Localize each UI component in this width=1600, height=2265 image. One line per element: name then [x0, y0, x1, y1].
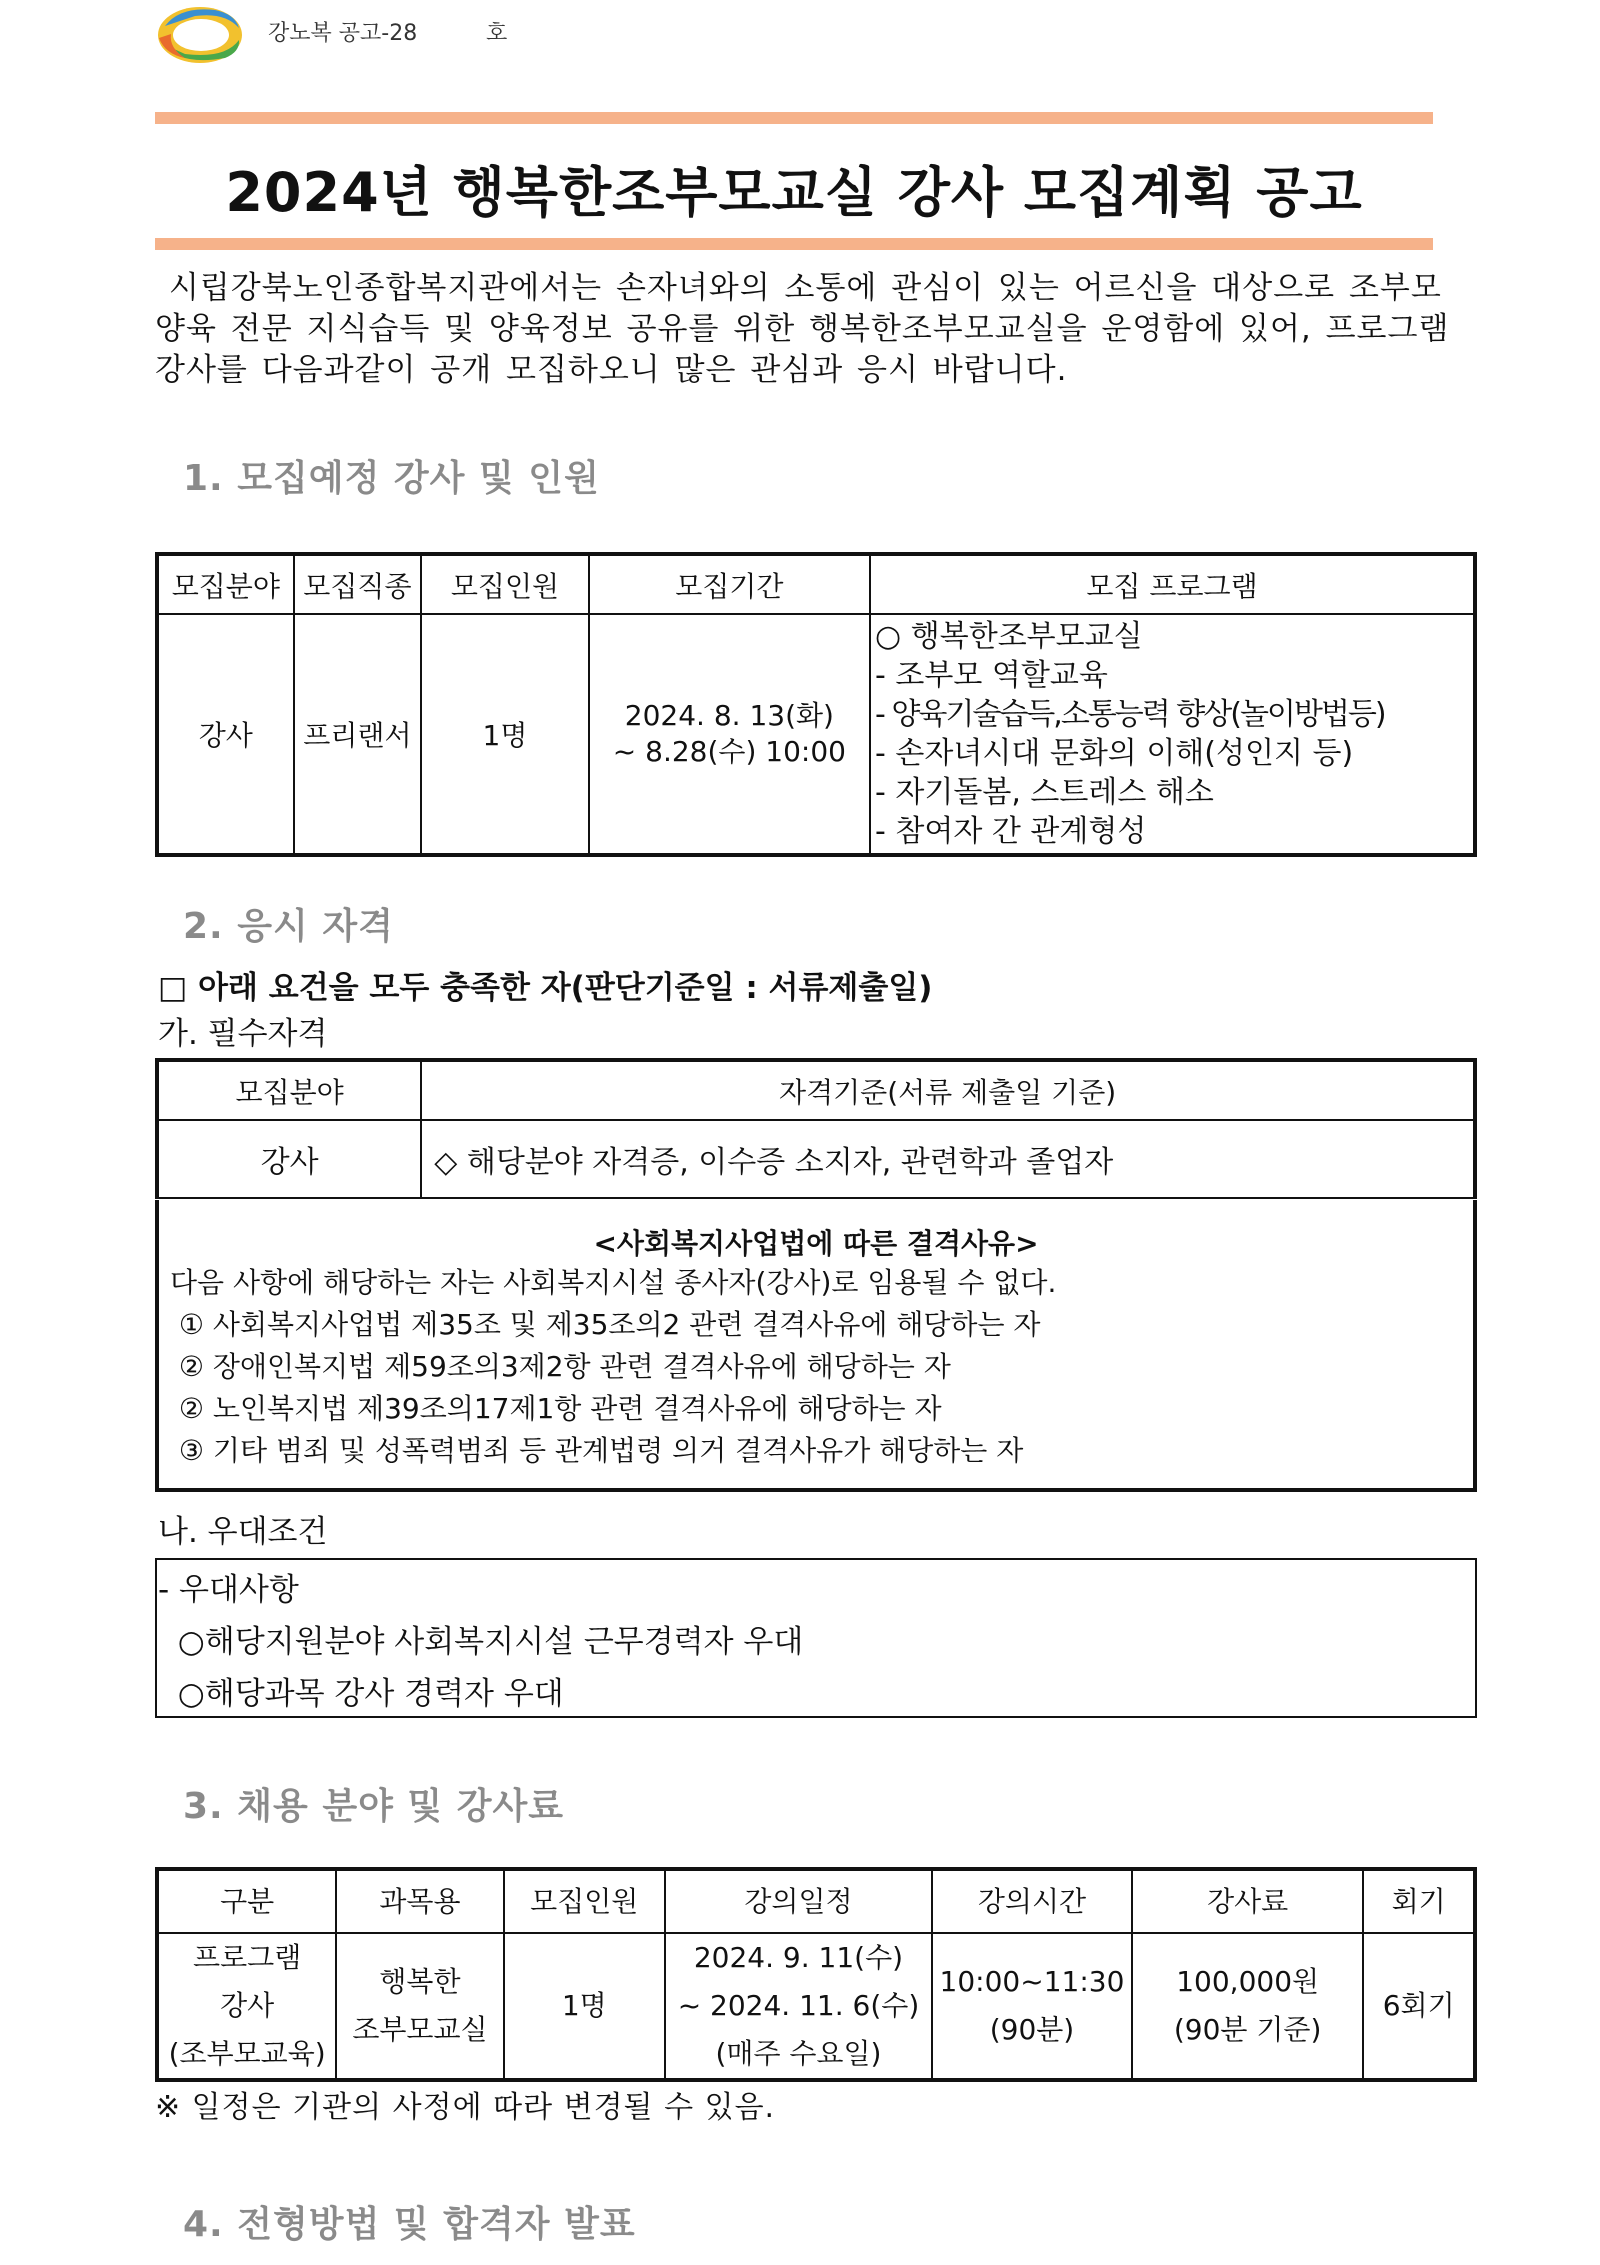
- program-line: - 손자녀시대 문화의 이해(성인지 등): [875, 736, 1354, 771]
- intro-line: 양육 전문 지식습득 및 양육정보 공유를 위한 행복한조부모교실을 운영함에 있어, 프로그램: [155, 311, 1450, 347]
- cell-line: (90분): [989, 2013, 1075, 2046]
- header-cell: 회기: [1363, 1869, 1475, 1933]
- program-line: - 참여자 간 관계형성: [875, 814, 1147, 849]
- section-heading-1: 1. 모집예정 강사 및 인원: [183, 458, 600, 499]
- qualification-subhead: □ 아래 요건을 모두 충족한 자(판단기준일 : 서류제출일): [158, 970, 933, 1006]
- list-item: ○해당지원분야 사회복지시설 근무경력자 우대: [158, 1624, 804, 1660]
- section-heading-3: 3. 채용 분야 및 강사료: [183, 1786, 565, 1827]
- intro-line: 시립강북노인종합복지관에서는 손자녀와의 소통에 관심이 있는 어르신을 대상으로 조부모: [155, 270, 1442, 306]
- program-line: - 자기돌봄, 스트레스 해소: [875, 775, 1214, 810]
- header-cell: 강사료: [1132, 1869, 1363, 1933]
- list-item: ① 사회복지사업법 제35조 및 제35조의2 관련 결격사유에 해당하는 자: [170, 1308, 1041, 1341]
- schedule-cell: [665, 1933, 932, 2080]
- cell-line: 100,000원: [1176, 1965, 1320, 1998]
- header-cell: 모집직종: [294, 554, 422, 614]
- disqualification-title: <사회복지사업법에 따른 결격사유>: [593, 1227, 1039, 1260]
- preferred-list: [158, 1564, 803, 1720]
- list-item: ② 장애인복지법 제59조의3제2항 관련 결격사유에 해당하는 자: [170, 1350, 951, 1383]
- cell-line: ~ 2024. 11. 6(수): [677, 1989, 920, 2022]
- table-header-row: [157, 1060, 1475, 1120]
- header-cell: 구분: [157, 1869, 336, 1933]
- table-row: [157, 1933, 1475, 2080]
- criteria-cell: ◇ 해당분야 자격증, 이수증 소지자, 관련학과 졸업자: [421, 1120, 1475, 1198]
- list-item: - 우대사항: [158, 1572, 299, 1608]
- header-cell: 모집인원: [504, 1869, 665, 1933]
- cell-line: 10:00~11:30: [939, 1965, 1125, 1998]
- header-cell: 자격기준(서류 제출일 기준): [421, 1060, 1475, 1120]
- header-cell: 강의일정: [665, 1869, 932, 1933]
- count-cell: 1명: [504, 1933, 665, 2080]
- program-line: ○ 행복한조부모교실: [875, 619, 1143, 654]
- period-cell: [589, 614, 870, 855]
- section-heading-4: 4. 전형방법 및 합격자 발표: [183, 2204, 636, 2245]
- cell-line: (90분 기준): [1173, 2013, 1322, 2046]
- fee-cell: [1132, 1933, 1363, 2080]
- cell-line: 강사: [220, 1989, 275, 2022]
- section-heading-2: 2. 응시 자격: [183, 906, 394, 947]
- intro-paragraph: [155, 268, 1475, 391]
- required-label: 가. 필수자격: [158, 1016, 328, 1052]
- field-cell: 강사: [157, 1120, 421, 1198]
- table-header-row: [157, 554, 1475, 614]
- organization-logo: [155, 4, 245, 66]
- table-row: [157, 614, 1475, 855]
- program-cell: [870, 614, 1475, 855]
- header-cell: 모집인원: [421, 554, 588, 614]
- header-cell: 모집분야: [157, 1060, 421, 1120]
- qualification-table: [155, 1058, 1477, 1199]
- cell-line: 행복한: [379, 1965, 461, 1998]
- list-item: ○해당과목 강사 경력자 우대: [158, 1676, 564, 1712]
- field-cell: 강사: [157, 614, 294, 855]
- header-cell: 모집분야: [157, 554, 294, 614]
- cell-line: 조부모교실: [352, 2013, 488, 2046]
- cell-line: (매주 수요일): [715, 2037, 882, 2070]
- subject-cell: [336, 1933, 503, 2080]
- table-row: [157, 1120, 1475, 1198]
- recruitment-table: [155, 552, 1477, 857]
- list-item: 다음 사항에 해당하는 자는 사회복지시설 종사자(강사)로 임용될 수 없다.: [170, 1266, 1057, 1299]
- preferred-label: 나. 우대조건: [158, 1514, 328, 1550]
- category-cell: [157, 1933, 336, 2080]
- document-number-suffix: 호: [486, 21, 508, 46]
- intro-line: 강사를 다음과같이 공개 모집하오니 많은 관심과 응시 바랍니다.: [155, 352, 1068, 388]
- table-header-row: [157, 1869, 1475, 1933]
- cell-line: (조부모교육): [168, 2037, 326, 2070]
- program-line: - 조부모 역할교육: [875, 658, 1108, 693]
- document-number: 강노복 공고-28: [268, 21, 418, 46]
- header-cell: 과목용: [336, 1869, 503, 1933]
- program-line: - 양육기술습득,소통능력 향상(놀이방법등): [875, 697, 1385, 732]
- page-title: 2024년 행복한조부모교실 강사 모집계획 공고: [225, 161, 1363, 224]
- title-top-bar: [155, 112, 1433, 124]
- count-cell: 1명: [421, 614, 588, 855]
- sessions-cell: 6회기: [1363, 1933, 1475, 2080]
- time-cell: [932, 1933, 1132, 2080]
- job-cell: 프리랜서: [294, 614, 422, 855]
- header-cell: 모집 프로그램: [870, 554, 1475, 614]
- title-bottom-bar: [155, 238, 1433, 250]
- list-item: ③ 기타 범죄 및 성폭력범죄 등 관계법령 의거 결격사유가 해당하는 자: [170, 1434, 1024, 1467]
- cell-line: 2024. 9. 11(수): [693, 1941, 904, 1974]
- disqualification-list: [170, 1262, 1056, 1472]
- header-cell: 모집기간: [589, 554, 870, 614]
- header-cell: 강의시간: [932, 1869, 1132, 1933]
- schedule-note: ※ 일정은 기관의 사정에 따라 변경될 수 있음.: [155, 2090, 776, 2125]
- period-end: ~ 8.28(수) 10:00: [612, 735, 846, 768]
- cell-line: 프로그램: [193, 1941, 302, 1974]
- fee-table: [155, 1867, 1477, 2082]
- period-start: 2024. 8. 13(화): [624, 699, 834, 732]
- list-item: ② 노인복지법 제39조의17제1항 관련 결격사유에 해당하는 자: [170, 1392, 942, 1425]
